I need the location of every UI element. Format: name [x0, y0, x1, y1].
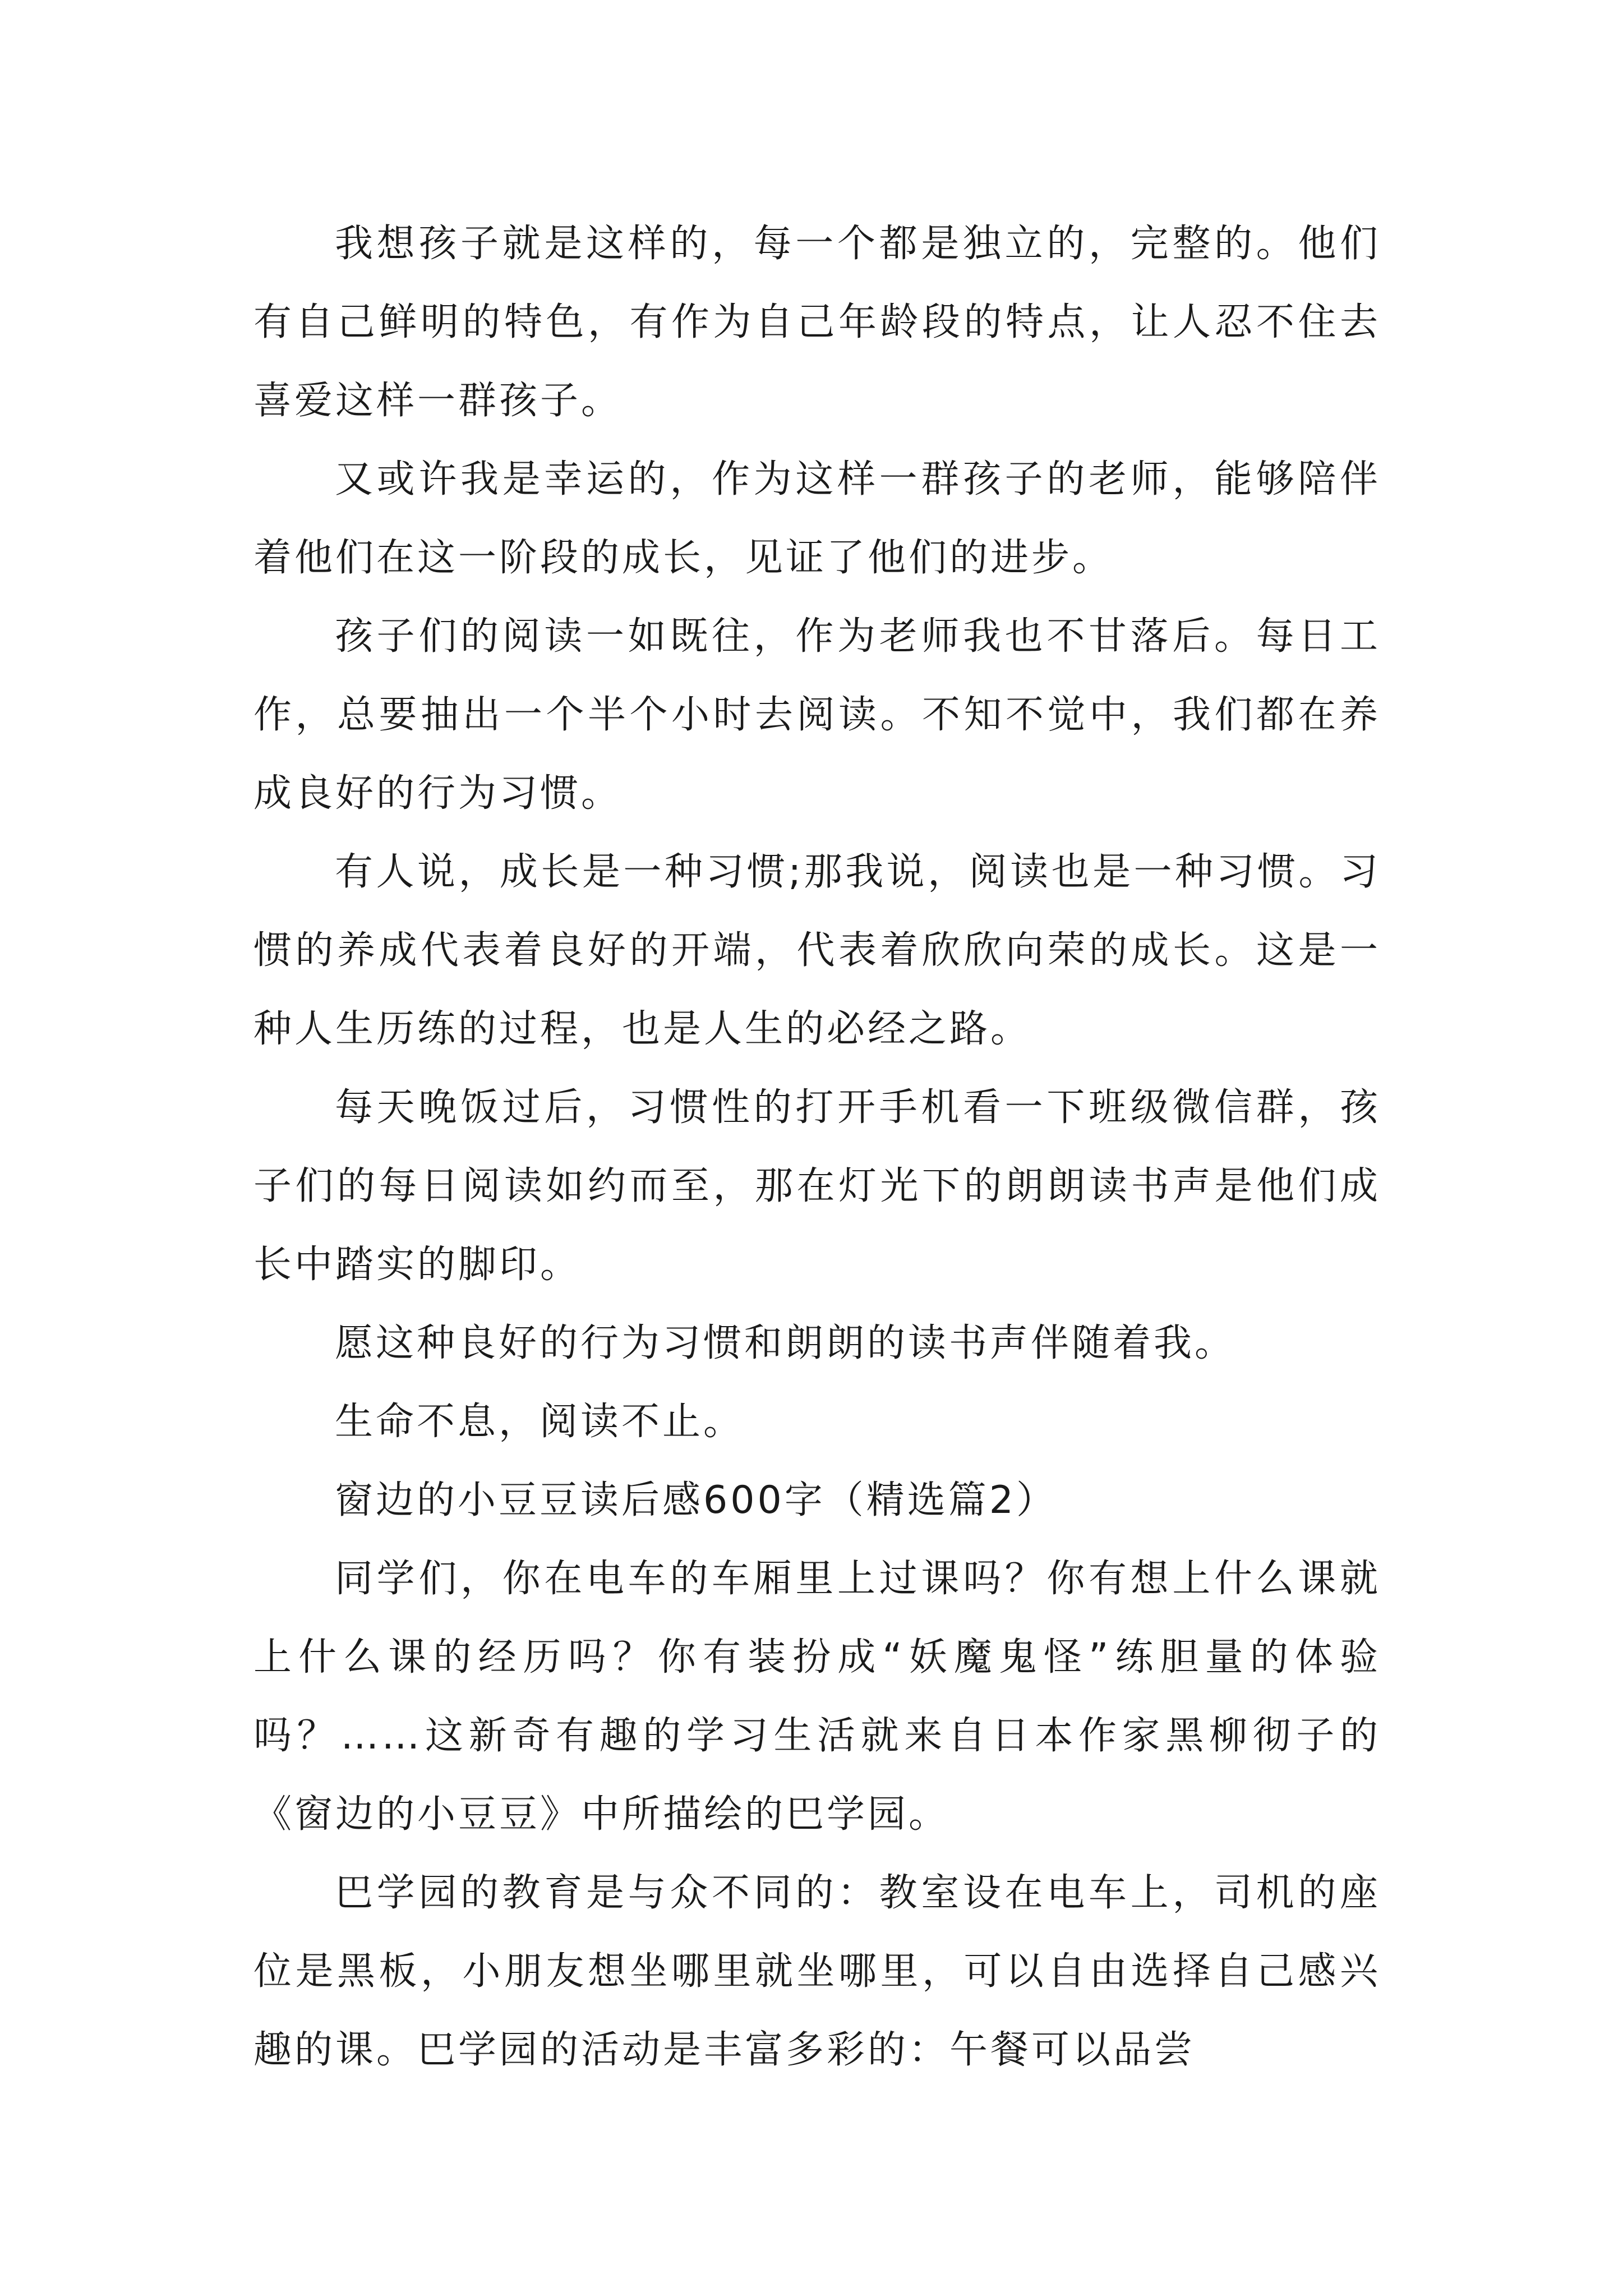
paragraph: 孩子们的阅读一如既往，作为老师我也不甘落后。每日工作，总要抽出一个半个小时去阅读。不知不觉中，我们都在养成良好的行为习惯。: [253, 614, 1381, 816]
document-body: [253, 205, 1381, 2090]
paragraph: 巴学园的教育是与众不同的：教室设在电车上，司机的座位是黑板，小朋友想坐哪里就坐哪里，可以自由选择自己感兴趣的课。巴学园的活动是丰富多彩的：午餐可以品尝: [253, 1871, 1381, 2072]
paragraph: 每天晚饭过后，习惯性的打开手机看一下班级微信群，孩子们的每日阅读如约而至，那在灯光下的朗朗读书声是他们成长中踏实的脚印。: [253, 1085, 1381, 1287]
paragraph: 又或许我是幸运的，作为这样一群孩子的老师，能够陪伴着他们在这一阶段的成长，见证了他们的进步。: [253, 457, 1381, 580]
section-heading: 窗边的小豆豆读后感600字（精选篇2）: [335, 1478, 1058, 1522]
paragraph: 愿这种良好的行为习惯和朗朗的读书声伴随着我。: [335, 1321, 1236, 1365]
paragraph: 我想孩子就是这样的，每一个都是独立的，完整的。他们有自己鲜明的特色，有作为自己年龄段的特点，让人忍不住去喜爱这样一群孩子。: [253, 222, 1381, 423]
paragraph: 有人说，成长是一种习惯;那我说，阅读也是一种习惯。习惯的养成代表着良好的开端，代表着欣欣向荣的成长。这是一种人生历练的过程，也是人生的必经之路。: [253, 850, 1381, 1051]
paragraph: 生命不息，阅读不止。: [335, 1400, 745, 1444]
paragraph: 同学们，你在电车的车厢里上过课吗？你有想上什么课就上什么课的经历吗？你有装扮成“妖魔鬼怪”练胆量的体验吗？……这新奇有趣的学习生活就来自日本作家黑柳彻子的《窗边的小豆豆》中所描绘的巴学园。: [253, 1557, 1381, 1837]
